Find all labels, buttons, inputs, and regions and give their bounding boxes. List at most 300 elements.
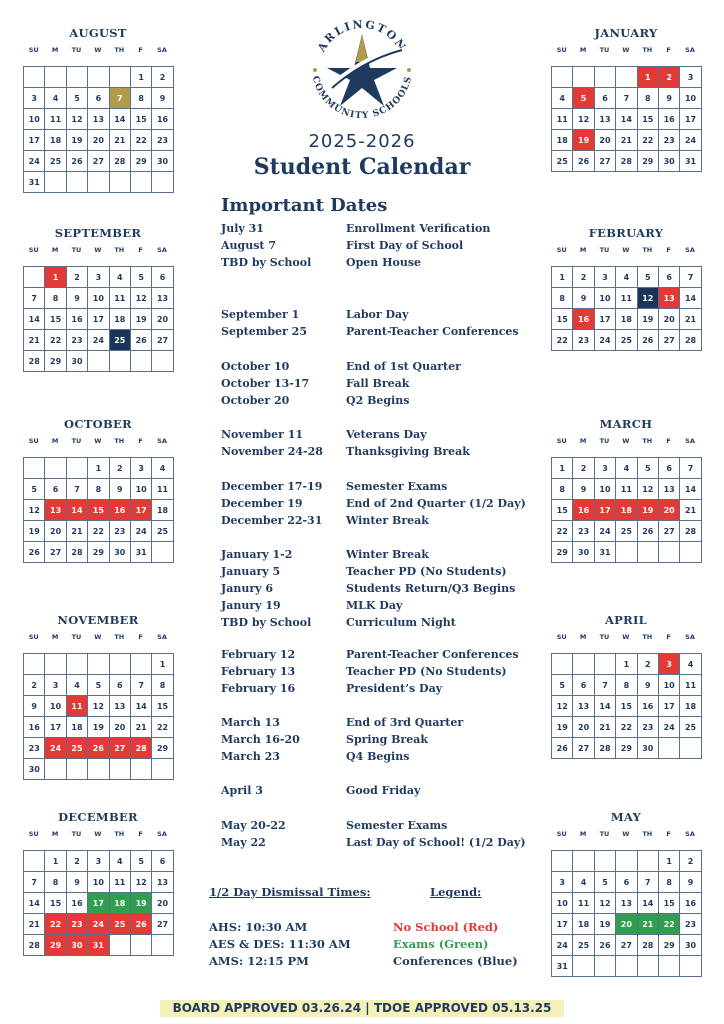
day-cell: 1 [552,267,573,288]
event-name: End of 2nd Quarter (1/2 Day) [346,497,526,510]
month-title: OCTOBER [64,417,132,431]
event-row [221,256,521,273]
day-cell: 19 [552,717,573,738]
day-cell: 27 [595,151,616,172]
day-cell: 30 [659,151,680,172]
day-cell: 20 [152,309,173,330]
day-cell: 28 [680,521,701,542]
day-grid [551,457,702,563]
day-cell [45,67,66,88]
day-cell: 15 [152,696,173,717]
day-cell [638,956,659,977]
weekday-header [23,246,173,260]
day-cell: 28 [616,151,637,172]
day-cell [24,67,45,88]
month-march [551,417,701,563]
day-cell [88,351,109,372]
event-name: Semester Exams [346,819,448,832]
day-cell: 27 [152,330,173,351]
weekday-label: M [579,830,587,838]
weekday-label: TH [642,437,653,445]
day-cell: 1 [638,67,659,88]
weekday-header [23,633,173,647]
day-cell: 11 [110,288,131,309]
day-cell: 9 [680,872,701,893]
day-cell: 18 [67,717,88,738]
month-november [23,613,173,780]
weekday-label: M [51,633,59,641]
day-cell: 12 [24,500,45,521]
day-cell [67,458,88,479]
day-cell: 1 [45,851,66,872]
day-grid [23,457,174,563]
day-cell: 15 [552,500,573,521]
day-cell: 7 [638,872,659,893]
day-cell: 26 [552,738,573,759]
event-name: MLK Day [346,599,403,612]
weekday-label: W [94,633,102,641]
weekday-label: SU [28,46,39,54]
day-cell: 8 [45,288,66,309]
weekday-label: SU [556,46,567,54]
weekday-label: F [666,46,671,54]
weekday-label: F [138,437,143,445]
day-cell: 15 [45,309,66,330]
day-cell: 2 [67,267,88,288]
day-cell: 28 [110,151,131,172]
event-row [221,582,521,599]
day-cell: 31 [595,542,616,563]
event-date: November 11 [221,428,304,441]
day-cell: 6 [152,851,173,872]
month-title: MARCH [599,417,653,431]
day-cell: 4 [110,851,131,872]
day-cell: 15 [616,696,637,717]
day-cell: 10 [595,479,616,500]
day-cell [131,654,152,675]
weekday-label: W [622,46,630,54]
day-cell: 31 [552,956,573,977]
event-name: Labor Day [346,308,409,321]
day-cell [131,759,152,780]
day-cell: 20 [573,717,594,738]
day-cell: 3 [595,267,616,288]
event-name: End of 3rd Quarter [346,716,464,729]
day-cell: 25 [110,330,131,351]
weekday-label: SA [157,437,167,445]
day-cell: 17 [552,914,573,935]
day-cell: 9 [24,696,45,717]
day-cell [110,654,131,675]
day-cell: 19 [595,914,616,935]
day-cell: 2 [110,458,131,479]
event-row [221,325,521,342]
day-cell: 8 [152,675,173,696]
day-cell: 23 [659,130,680,151]
day-cell [45,458,66,479]
day-cell: 19 [88,717,109,738]
day-cell: 20 [152,893,173,914]
event-name: Students Return/Q3 Begins [346,582,516,595]
day-cell: 24 [659,717,680,738]
day-cell: 6 [595,88,616,109]
important-dates-title: Important Dates [221,195,388,216]
day-cell: 4 [552,88,573,109]
event-date: October 13-17 [221,377,310,390]
day-cell [67,759,88,780]
day-cell: 24 [131,521,152,542]
day-cell: 23 [24,738,45,759]
day-cell [88,67,109,88]
day-cell: 10 [680,88,701,109]
day-cell: 27 [152,914,173,935]
weekday-label: W [94,437,102,445]
logo-top-text: ARLINGTON [314,17,410,55]
event-date: February 16 [221,682,296,695]
weekday-label: TU [599,246,610,254]
arlington-schools-logo [302,8,422,128]
event-row [221,733,521,750]
event-row [221,548,521,565]
day-cell: 19 [638,500,659,521]
day-cell: 9 [152,88,173,109]
month-title: MAY [610,810,642,824]
day-cell [67,172,88,193]
day-cell [152,935,173,956]
day-cell: 30 [573,542,594,563]
day-cell: 8 [659,872,680,893]
day-cell: 18 [616,309,637,330]
weekday-header [551,633,701,647]
weekday-label: SA [685,633,695,641]
day-cell [152,351,173,372]
day-cell: 12 [573,109,594,130]
weekday-label: TU [71,633,82,641]
weekday-label: F [666,437,671,445]
weekday-label: M [579,246,587,254]
day-cell: 10 [131,479,152,500]
weekday-label: SU [556,437,567,445]
day-cell: 16 [110,500,131,521]
weekday-label: W [94,830,102,838]
day-grid [551,850,702,977]
day-cell: 29 [616,738,637,759]
day-cell: 11 [680,675,701,696]
day-cell: 18 [110,309,131,330]
event-row [221,377,521,394]
weekday-header [551,437,701,451]
day-cell: 7 [595,675,616,696]
legend-no-school: No School (Red) [393,920,499,934]
day-cell: 23 [67,330,88,351]
day-cell: 16 [659,109,680,130]
weekday-label: TH [114,633,125,641]
event-row [221,239,521,256]
day-cell [24,654,45,675]
day-cell: 18 [110,893,131,914]
weekday-label: F [138,830,143,838]
day-cell [110,759,131,780]
day-cell [573,654,594,675]
day-cell: 23 [110,521,131,542]
day-cell: 13 [659,479,680,500]
day-cell: 13 [88,109,109,130]
day-cell: 16 [680,893,701,914]
day-cell [131,172,152,193]
day-cell [659,738,680,759]
event-date: January 5 [221,565,281,578]
day-cell: 20 [45,521,66,542]
day-cell [152,542,173,563]
day-cell: 21 [638,914,659,935]
event-name: Teacher PD (No Students) [346,565,507,578]
event-date: May 22 [221,836,266,849]
weekday-label: TU [71,46,82,54]
event-date: September 1 [221,308,300,321]
day-cell: 7 [680,267,701,288]
day-cell: 22 [659,914,680,935]
event-row [221,360,521,377]
day-cell: 11 [616,288,637,309]
day-cell: 22 [552,330,573,351]
day-cell: 16 [67,893,88,914]
day-cell: 24 [680,130,701,151]
day-cell: 2 [680,851,701,872]
day-cell: 13 [110,696,131,717]
day-cell: 30 [152,151,173,172]
day-cell [152,172,173,193]
day-cell: 8 [552,479,573,500]
day-cell: 13 [616,893,637,914]
day-cell: 29 [88,542,109,563]
month-december [23,810,173,956]
day-cell: 30 [67,935,88,956]
event-name: Spring Break [346,733,428,746]
day-cell: 15 [88,500,109,521]
day-cell: 29 [552,542,573,563]
day-cell: 24 [88,914,109,935]
day-cell: 29 [638,151,659,172]
day-cell [152,759,173,780]
day-cell: 27 [45,542,66,563]
legend-conferences: Conferences (Blue) [393,954,518,968]
day-cell: 22 [45,330,66,351]
month-may [551,810,701,977]
day-cell: 21 [680,500,701,521]
weekday-label: W [94,46,102,54]
day-cell: 24 [24,151,45,172]
weekday-label: SA [685,830,695,838]
day-cell: 26 [595,935,616,956]
day-cell [67,654,88,675]
day-cell: 15 [638,109,659,130]
day-cell: 3 [88,851,109,872]
event-row [221,616,521,633]
day-cell: 21 [131,717,152,738]
day-cell: 21 [24,330,45,351]
day-cell: 22 [552,521,573,542]
weekday-label: F [666,633,671,641]
day-cell: 13 [152,872,173,893]
weekday-label: TU [599,437,610,445]
day-cell: 18 [573,914,594,935]
day-cell: 2 [573,458,594,479]
event-row [221,665,521,682]
day-cell [552,67,573,88]
day-cell: 16 [67,309,88,330]
day-cell: 16 [638,696,659,717]
day-cell: 8 [131,88,152,109]
dismissal-ahs: AHS: 10:30 AM [209,920,308,934]
day-cell: 13 [595,109,616,130]
event-row [221,836,526,853]
day-cell: 27 [110,738,131,759]
day-cell: 3 [595,458,616,479]
day-cell: 8 [88,479,109,500]
day-cell: 14 [680,479,701,500]
day-cell: 21 [595,717,616,738]
day-cell: 5 [638,267,659,288]
day-cell [110,172,131,193]
weekday-label: SA [157,46,167,54]
weekday-label: M [579,46,587,54]
day-cell: 6 [152,267,173,288]
day-cell: 28 [595,738,616,759]
day-cell: 25 [45,151,66,172]
day-cell: 28 [680,330,701,351]
event-name: Parent-Teacher Conferences [346,325,519,338]
day-grid [23,653,174,780]
day-cell: 23 [638,717,659,738]
event-date: October 10 [221,360,290,373]
school-year: 2025-2026 [308,131,416,152]
day-cell: 9 [67,288,88,309]
day-cell: 29 [45,935,66,956]
day-cell: 30 [680,935,701,956]
event-row [221,819,521,836]
day-cell: 28 [67,542,88,563]
day-cell: 25 [616,330,637,351]
day-cell: 27 [573,738,594,759]
day-cell: 19 [131,309,152,330]
day-cell: 3 [680,67,701,88]
event-name: Last Day of School! (1/2 Day) [346,836,526,849]
month-title: DECEMBER [58,810,138,824]
event-name: Fall Break [346,377,410,390]
page-title: Student Calendar [253,154,471,180]
weekday-label: TU [71,437,82,445]
weekday-label: SA [685,246,695,254]
day-cell [595,654,616,675]
day-cell: 1 [552,458,573,479]
day-cell: 17 [659,696,680,717]
day-cell: 9 [573,479,594,500]
day-cell: 6 [88,88,109,109]
event-date: December 19 [221,497,303,510]
day-cell: 17 [680,109,701,130]
day-cell: 28 [131,738,152,759]
month-february [551,226,701,351]
day-cell: 21 [110,130,131,151]
day-cell: 26 [131,914,152,935]
day-cell: 4 [680,654,701,675]
day-cell [110,67,131,88]
weekday-label: W [622,633,630,641]
event-row [221,394,521,411]
event-date: April 3 [221,784,263,797]
day-cell: 27 [659,521,680,542]
day-cell: 20 [659,309,680,330]
day-cell: 16 [152,109,173,130]
day-cell: 14 [67,500,88,521]
event-name: Teacher PD (No Students) [346,665,507,678]
day-cell: 20 [616,914,637,935]
day-cell: 1 [88,458,109,479]
event-row [221,565,521,582]
day-cell: 31 [88,935,109,956]
day-cell: 16 [573,309,594,330]
day-cell: 17 [131,500,152,521]
day-cell: 15 [45,893,66,914]
weekday-header [23,830,173,844]
day-cell: 25 [552,151,573,172]
event-name: Thanksgiving Break [346,445,470,458]
day-cell: 6 [110,675,131,696]
day-cell: 30 [110,542,131,563]
day-cell: 7 [24,288,45,309]
day-cell: 19 [24,521,45,542]
day-cell: 25 [152,521,173,542]
month-title: JANUARY [594,26,658,40]
weekday-label: TH [642,46,653,54]
day-cell: 26 [131,330,152,351]
day-cell: 23 [152,130,173,151]
day-cell: 23 [67,914,88,935]
day-cell: 6 [45,479,66,500]
day-cell: 20 [110,717,131,738]
event-date: March 13 [221,716,280,729]
day-cell [680,738,701,759]
event-date: January 1-2 [221,548,293,561]
day-cell [131,935,152,956]
day-cell: 2 [24,675,45,696]
day-cell: 19 [573,130,594,151]
day-cell: 18 [680,696,701,717]
event-date: May 20-22 [221,819,286,832]
day-cell: 29 [152,738,173,759]
day-cell: 10 [45,696,66,717]
day-cell: 5 [131,851,152,872]
day-cell: 5 [573,88,594,109]
event-row [221,599,521,616]
day-cell: 2 [573,267,594,288]
day-cell [131,351,152,372]
day-cell: 14 [24,893,45,914]
event-date: Janury 6 [221,582,273,595]
day-cell: 12 [638,479,659,500]
weekday-label: M [51,246,59,254]
day-cell [573,67,594,88]
day-cell: 12 [131,288,152,309]
day-cell: 14 [616,109,637,130]
event-name: Veterans Day [346,428,427,441]
weekday-label: SA [157,246,167,254]
day-cell [638,851,659,872]
day-cell: 12 [88,696,109,717]
day-cell: 16 [573,500,594,521]
day-cell: 31 [131,542,152,563]
day-cell: 11 [152,479,173,500]
